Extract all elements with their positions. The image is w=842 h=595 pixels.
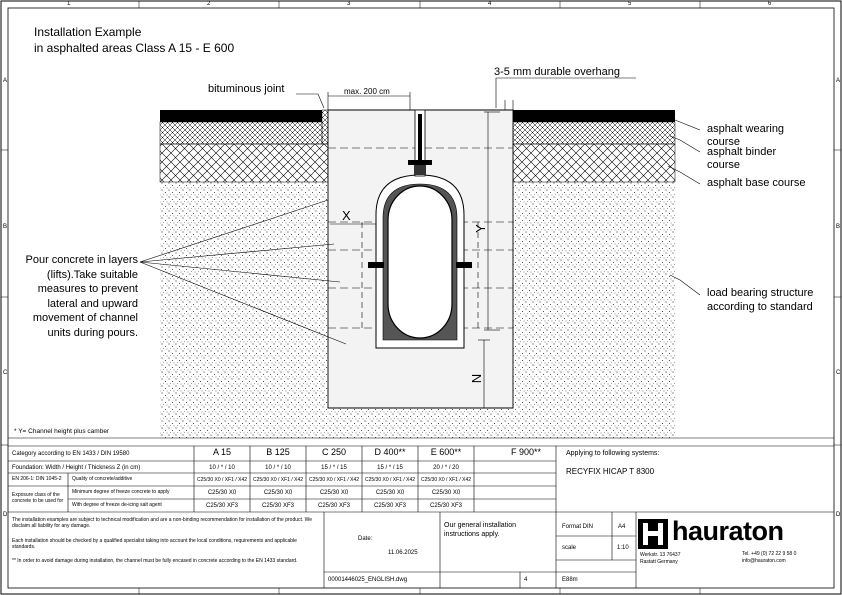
general-note: Our general installation instructions apply.: [444, 522, 516, 538]
company-email: info@hauraton.com: [742, 558, 786, 564]
col-label-2: 2: [207, 1, 211, 7]
date-value: 11.06.2025: [388, 550, 418, 556]
row-label-b-right: B: [836, 224, 841, 230]
doc-code: E88m: [562, 577, 578, 583]
asphalt-binder-label: asphalt binder course: [707, 146, 777, 171]
row-label-c-right: C: [836, 370, 841, 376]
quality-e600: C25/30 X0 / XF1 / X42: [420, 477, 472, 483]
col-label-4: 4: [488, 1, 492, 7]
footnote: * Y= Channel height plus camber: [14, 428, 110, 435]
class-c250: C 250: [321, 447, 347, 457]
foundation-d400: 15 / * / 15: [377, 465, 403, 471]
col-label-3: 3: [347, 1, 351, 7]
exposure-label: Exposure class of the concrete to be used for: [12, 492, 64, 504]
dim-x-label: X: [342, 208, 351, 223]
col-label-6: 6: [768, 1, 772, 7]
foundation-b125: 10 / * / 10: [265, 465, 291, 471]
category-label: Category according to EN 1433 / DIN 19580: [12, 451, 130, 457]
asphalt-base-label: asphalt base course: [707, 177, 806, 189]
asphalt-wearing-label: asphalt wearing course: [707, 123, 785, 148]
exposure-group-label: Minimum degree of freeze concrete to apply: [72, 489, 170, 495]
quality-c250: C25/30 X0 / XF1 / X42: [308, 477, 360, 483]
quality-b125: C25/30 X0 / XF1 / X42: [252, 477, 304, 483]
drawing-title-line2: in asphalted areas Class A 15 - E 600: [34, 41, 235, 55]
row-label-a-right: A: [836, 78, 841, 84]
brand-name: hauraton: [672, 516, 784, 546]
file-name: 00001446025_ENGLISH.dwg: [328, 577, 408, 583]
date-label: Date:: [358, 536, 373, 542]
sheet-number: 4: [524, 577, 528, 583]
overhang-label: 3-5 mm durable overhang: [494, 66, 620, 78]
format-label: Format DIN: [562, 524, 594, 530]
disclaimer-1: The installation examples are subject to technical modification and are a non-binding recommendation for installation of the product. We disclaim all liability for any damage.: [12, 517, 313, 529]
system-name: RECYFIX HICAP T 8300: [566, 467, 655, 476]
pour-concrete-note: Pour concrete in layers (lifts).Take suitable measures to prevent lateral and upward movement of channel units during pours.: [25, 254, 138, 339]
freeze-label: With degree of freeze de-icing salt agent: [72, 502, 162, 508]
row-label-b: B: [3, 224, 8, 230]
class-e600: E 600**: [430, 447, 462, 457]
format-value: A4: [618, 524, 626, 530]
class-f900: F 900**: [510, 447, 542, 457]
max-200-label: max. 200 cm: [344, 87, 390, 96]
row-label-a: A: [3, 78, 8, 84]
disclaimer-3: ** In order to avoid damage during installation, the channel must be fully encased in concrete according to the EN 1433 standard.: [12, 558, 298, 564]
load-bearing-label: load bearing structure according to standard: [707, 287, 814, 313]
col-label-5: 5: [628, 1, 632, 7]
company-address: Werkstr. 13 76437 Rastatt Germany: [640, 552, 681, 565]
quality-a15: C25/30 X0 / XF1 / X42: [196, 477, 248, 483]
standard-label: EN 206-1: DIN 1045-2: [12, 476, 62, 482]
row-label-d: D: [3, 512, 8, 518]
quality-label: Quality of concrete/additive: [72, 476, 133, 482]
foundation-a15: 10 / * / 10: [209, 465, 235, 471]
freeze-a15: C25/30 XF3: [205, 503, 239, 509]
freeze-e600: C25/30 XF3: [429, 503, 463, 509]
exposure-d400: C25/30 X0: [375, 490, 405, 496]
hauraton-logo-icon: [638, 519, 668, 549]
freeze-d400: C25/30 XF3: [373, 503, 407, 509]
class-b125: B 125: [266, 447, 290, 457]
row-label-c: C: [3, 370, 8, 376]
exposure-a15: C25/30 X0: [207, 490, 237, 496]
exposure-e600: C25/30 X0: [431, 490, 461, 496]
foundation-c250: 15 / * / 15: [321, 465, 347, 471]
class-d400: D 400**: [374, 447, 406, 457]
company-phone: Tel. +49 (0) 72 22 9 58 0: [742, 551, 797, 557]
foundation-e600: 20 / * / 20: [433, 465, 459, 471]
exposure-c250: C25/30 X0: [319, 490, 349, 496]
row-label-d-right: D: [836, 512, 841, 518]
foundation-label: Foundation: Width / Height / Thickness Z (in cm): [12, 465, 141, 471]
asphalt-layers-right: [513, 110, 675, 182]
quality-d400: C25/30 X0 / XF1 / X42: [364, 477, 416, 483]
disclaimer-2: Each installation should be checked by a qualified specialist taking into account the local conditions, requirements and applicable standards.: [12, 538, 297, 550]
asphalt-layers-left: [160, 110, 328, 182]
class-a15: A 15: [212, 447, 232, 457]
bituminous-joint-label: bituminous joint: [208, 83, 285, 95]
drawing-title-line1: Installation Example: [34, 25, 142, 39]
exposure-b125: C25/30 X0: [263, 490, 293, 496]
scale-value: 1:10: [617, 545, 629, 551]
freeze-c250: C25/30 XF3: [317, 503, 351, 509]
applying-label: Applying to following systems:: [566, 450, 660, 457]
dim-y-label: Y: [472, 224, 488, 233]
dim-n-label: N: [469, 373, 485, 384]
freeze-b125: C25/30 XF3: [261, 503, 295, 509]
spec-table-grid: [8, 438, 834, 588]
scale-label: scale: [562, 545, 577, 551]
col-label-1: 1: [67, 1, 71, 7]
